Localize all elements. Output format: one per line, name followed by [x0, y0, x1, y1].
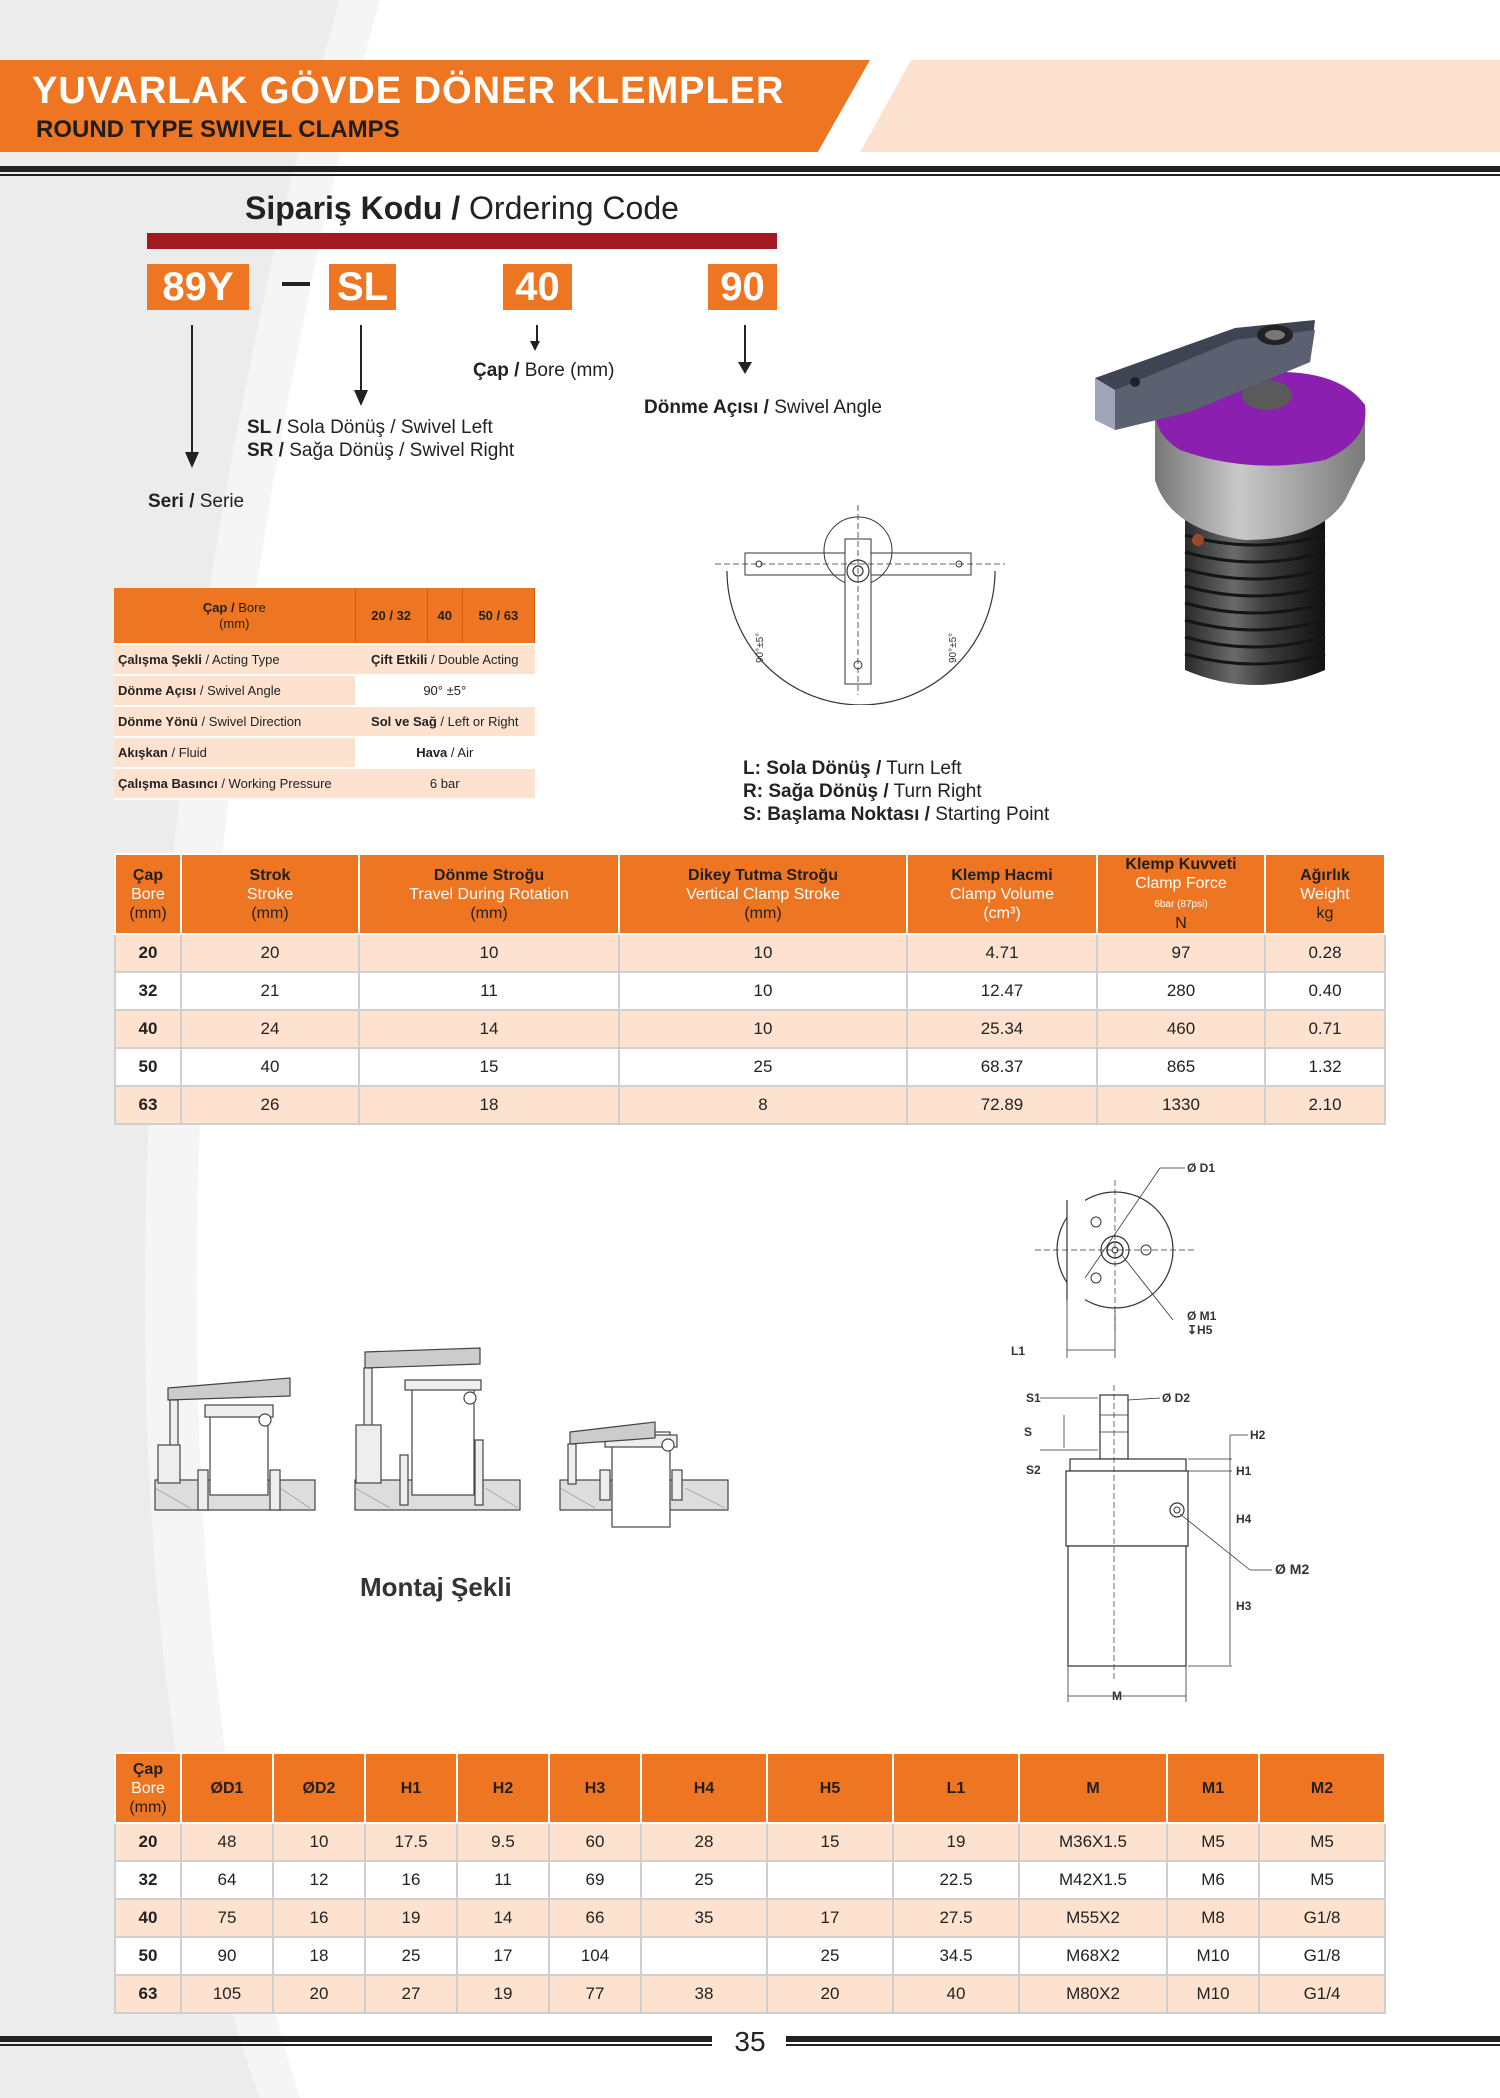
l1-label: L1	[1011, 1344, 1026, 1358]
s-label: S	[1024, 1425, 1033, 1439]
spec-table	[114, 588, 535, 800]
legend-left: L: Sola Dönüş / Turn Left	[743, 758, 962, 779]
header-rule	[0, 166, 1500, 172]
bore-label: Çap / Bore (mm)	[473, 360, 615, 381]
m1-label: Ø M1	[1187, 1309, 1217, 1323]
arrow-direction-line	[360, 325, 362, 395]
m2-label: Ø M2	[1275, 1561, 1310, 1577]
page-number: 35	[734, 2026, 766, 2057]
spec-size: 20 / 32	[355, 588, 427, 644]
mounting-label: Montaj Şekli	[360, 1572, 512, 1602]
swivel-right-label: SR / Sağa Dönüş / Swivel Right	[247, 440, 515, 461]
side-view-drawing	[1010, 1380, 1320, 1710]
dimension-table	[114, 1752, 1386, 2014]
code-series-box: 89Y	[147, 264, 249, 310]
performance-row: 20 20 10 10 4.71 97 0.28	[115, 934, 1385, 972]
performance-row: 50 40 15 25 68.37 865 1.32	[115, 1048, 1385, 1086]
spec-row: Dönme Açısı / Swivel Angle 90° ±5°	[114, 675, 535, 706]
dimension-row: 63 105 20 27 19 77 38 20 40 M80X2 M10 G1/4	[115, 1975, 1385, 2013]
ordering-code-bar	[147, 233, 777, 249]
arrow-angle-line	[744, 325, 746, 365]
arrow-series-line	[191, 325, 193, 455]
code-direction-box: SL	[329, 264, 396, 310]
h1-label: H1	[1236, 1464, 1252, 1478]
performance-row: 32 21 11 10 12.47 280 0.40	[115, 972, 1385, 1010]
header-light-band	[860, 60, 1500, 152]
m-label: M	[1112, 1689, 1122, 1703]
arrow-series-head	[185, 452, 199, 468]
spec-size: 40	[427, 588, 462, 644]
s1-label: S1	[1026, 1391, 1041, 1405]
top-view-drawing	[995, 1160, 1245, 1360]
direction-legend	[743, 757, 1049, 826]
spec-row: Akışkan / Fluid Hava / Air	[114, 737, 535, 768]
performance-row: 40 24 14 10 25.34 460 0.71	[115, 1010, 1385, 1048]
d2-label: Ø D2	[1162, 1391, 1191, 1405]
serie-label: Seri / Serie	[148, 491, 245, 512]
arrow-angle-head	[738, 362, 752, 374]
performance-table	[114, 853, 1386, 1125]
spec-row: Dönme Yönü / Swivel Direction Sol ve Sağ / Left or Right	[114, 706, 535, 737]
spec-row: Çalışma Basıncı / Working Pressure 6 bar	[114, 768, 535, 799]
ordering-code-title: Sipariş Kodu / Ordering Code	[245, 190, 679, 226]
swivel-left-label: SL / Sola Dönüş / Swivel Left	[247, 417, 493, 438]
angle-right-text: 90°±5°	[948, 632, 959, 663]
dimension-row: 40 75 16 19 14 66 35 17 27.5 M55X2 M8 G1/8	[115, 1899, 1385, 1937]
footer-rule-left-thin	[0, 2044, 712, 2046]
performance-row: 63 26 18 8 72.89 1330 2.10	[115, 1086, 1385, 1124]
spec-row: Çalışma Şekli / Acting Type Çift Etkili / Double Acting	[114, 644, 535, 675]
d1-label: Ø D1	[1187, 1161, 1216, 1175]
dimension-header: Çap Bore (mm) ØD1 ØD2 H1 H2 H3 H4 H5 L1 M M1 M2	[115, 1753, 1385, 1823]
dimension-row: 32 64 12 16 11 69 25 22.5 M42X1.5 M6 M5	[115, 1861, 1385, 1899]
footer-rule-left	[0, 2036, 712, 2042]
legend-right: R: Sağa Dönüş / Turn Right	[743, 781, 982, 802]
h4-label: H4	[1236, 1512, 1252, 1526]
h3-label: H3	[1236, 1599, 1252, 1613]
angle-left-text: 90°±5°	[755, 632, 766, 663]
h2-label: H2	[1250, 1428, 1266, 1442]
product-image	[1070, 300, 1390, 700]
code-bore-box: 40	[503, 264, 572, 310]
dimension-row: 20 48 10 17.5 9.5 60 28 15 19 M36X1.5 M5 M5	[115, 1823, 1385, 1861]
arrow-bore-head	[530, 341, 540, 351]
swivel-angle-diagram	[715, 505, 1005, 705]
swivel-angle-label: Dönme Açısı / Swivel Angle	[644, 397, 882, 418]
code-dash	[282, 282, 310, 286]
performance-header: Çap Bore (mm) Strok Stroke (mm) Dönme Stroğu Travel During Rotation (mm) Dikey Tutma Stroğu Vertical Clamp Stroke (mm) Klemp Hacmi Clamp Volume (cm³) Klemp Kuvveti Clamp Force 6bar (87psi) N Ağırlık Weight kg	[115, 854, 1385, 934]
mounting-drawings	[150, 1340, 730, 1540]
header-rule-thin	[0, 174, 1500, 176]
footer-rule-right-thin	[786, 2044, 1500, 2046]
page-subtitle: ROUND TYPE SWIVEL CLAMPS	[36, 116, 400, 143]
spec-size: 50 / 63	[462, 588, 534, 644]
dimension-row: 50 90 18 25 17 104 25 34.5 M68X2 M10 G1/8	[115, 1937, 1385, 1975]
footer-rule-right	[786, 2036, 1500, 2042]
arrow-direction-head	[354, 390, 368, 406]
s2-label: S2	[1026, 1463, 1041, 1477]
h5-label: ↧H5	[1187, 1323, 1213, 1337]
spec-head-bore: Çap / Bore (mm)	[114, 588, 355, 644]
legend-start: S: Başlama Noktası / Starting Point	[743, 804, 1050, 825]
page-title: YUVARLAK GÖVDE DÖNER KLEMPLER	[32, 70, 785, 112]
code-angle-box: 90	[708, 264, 777, 310]
